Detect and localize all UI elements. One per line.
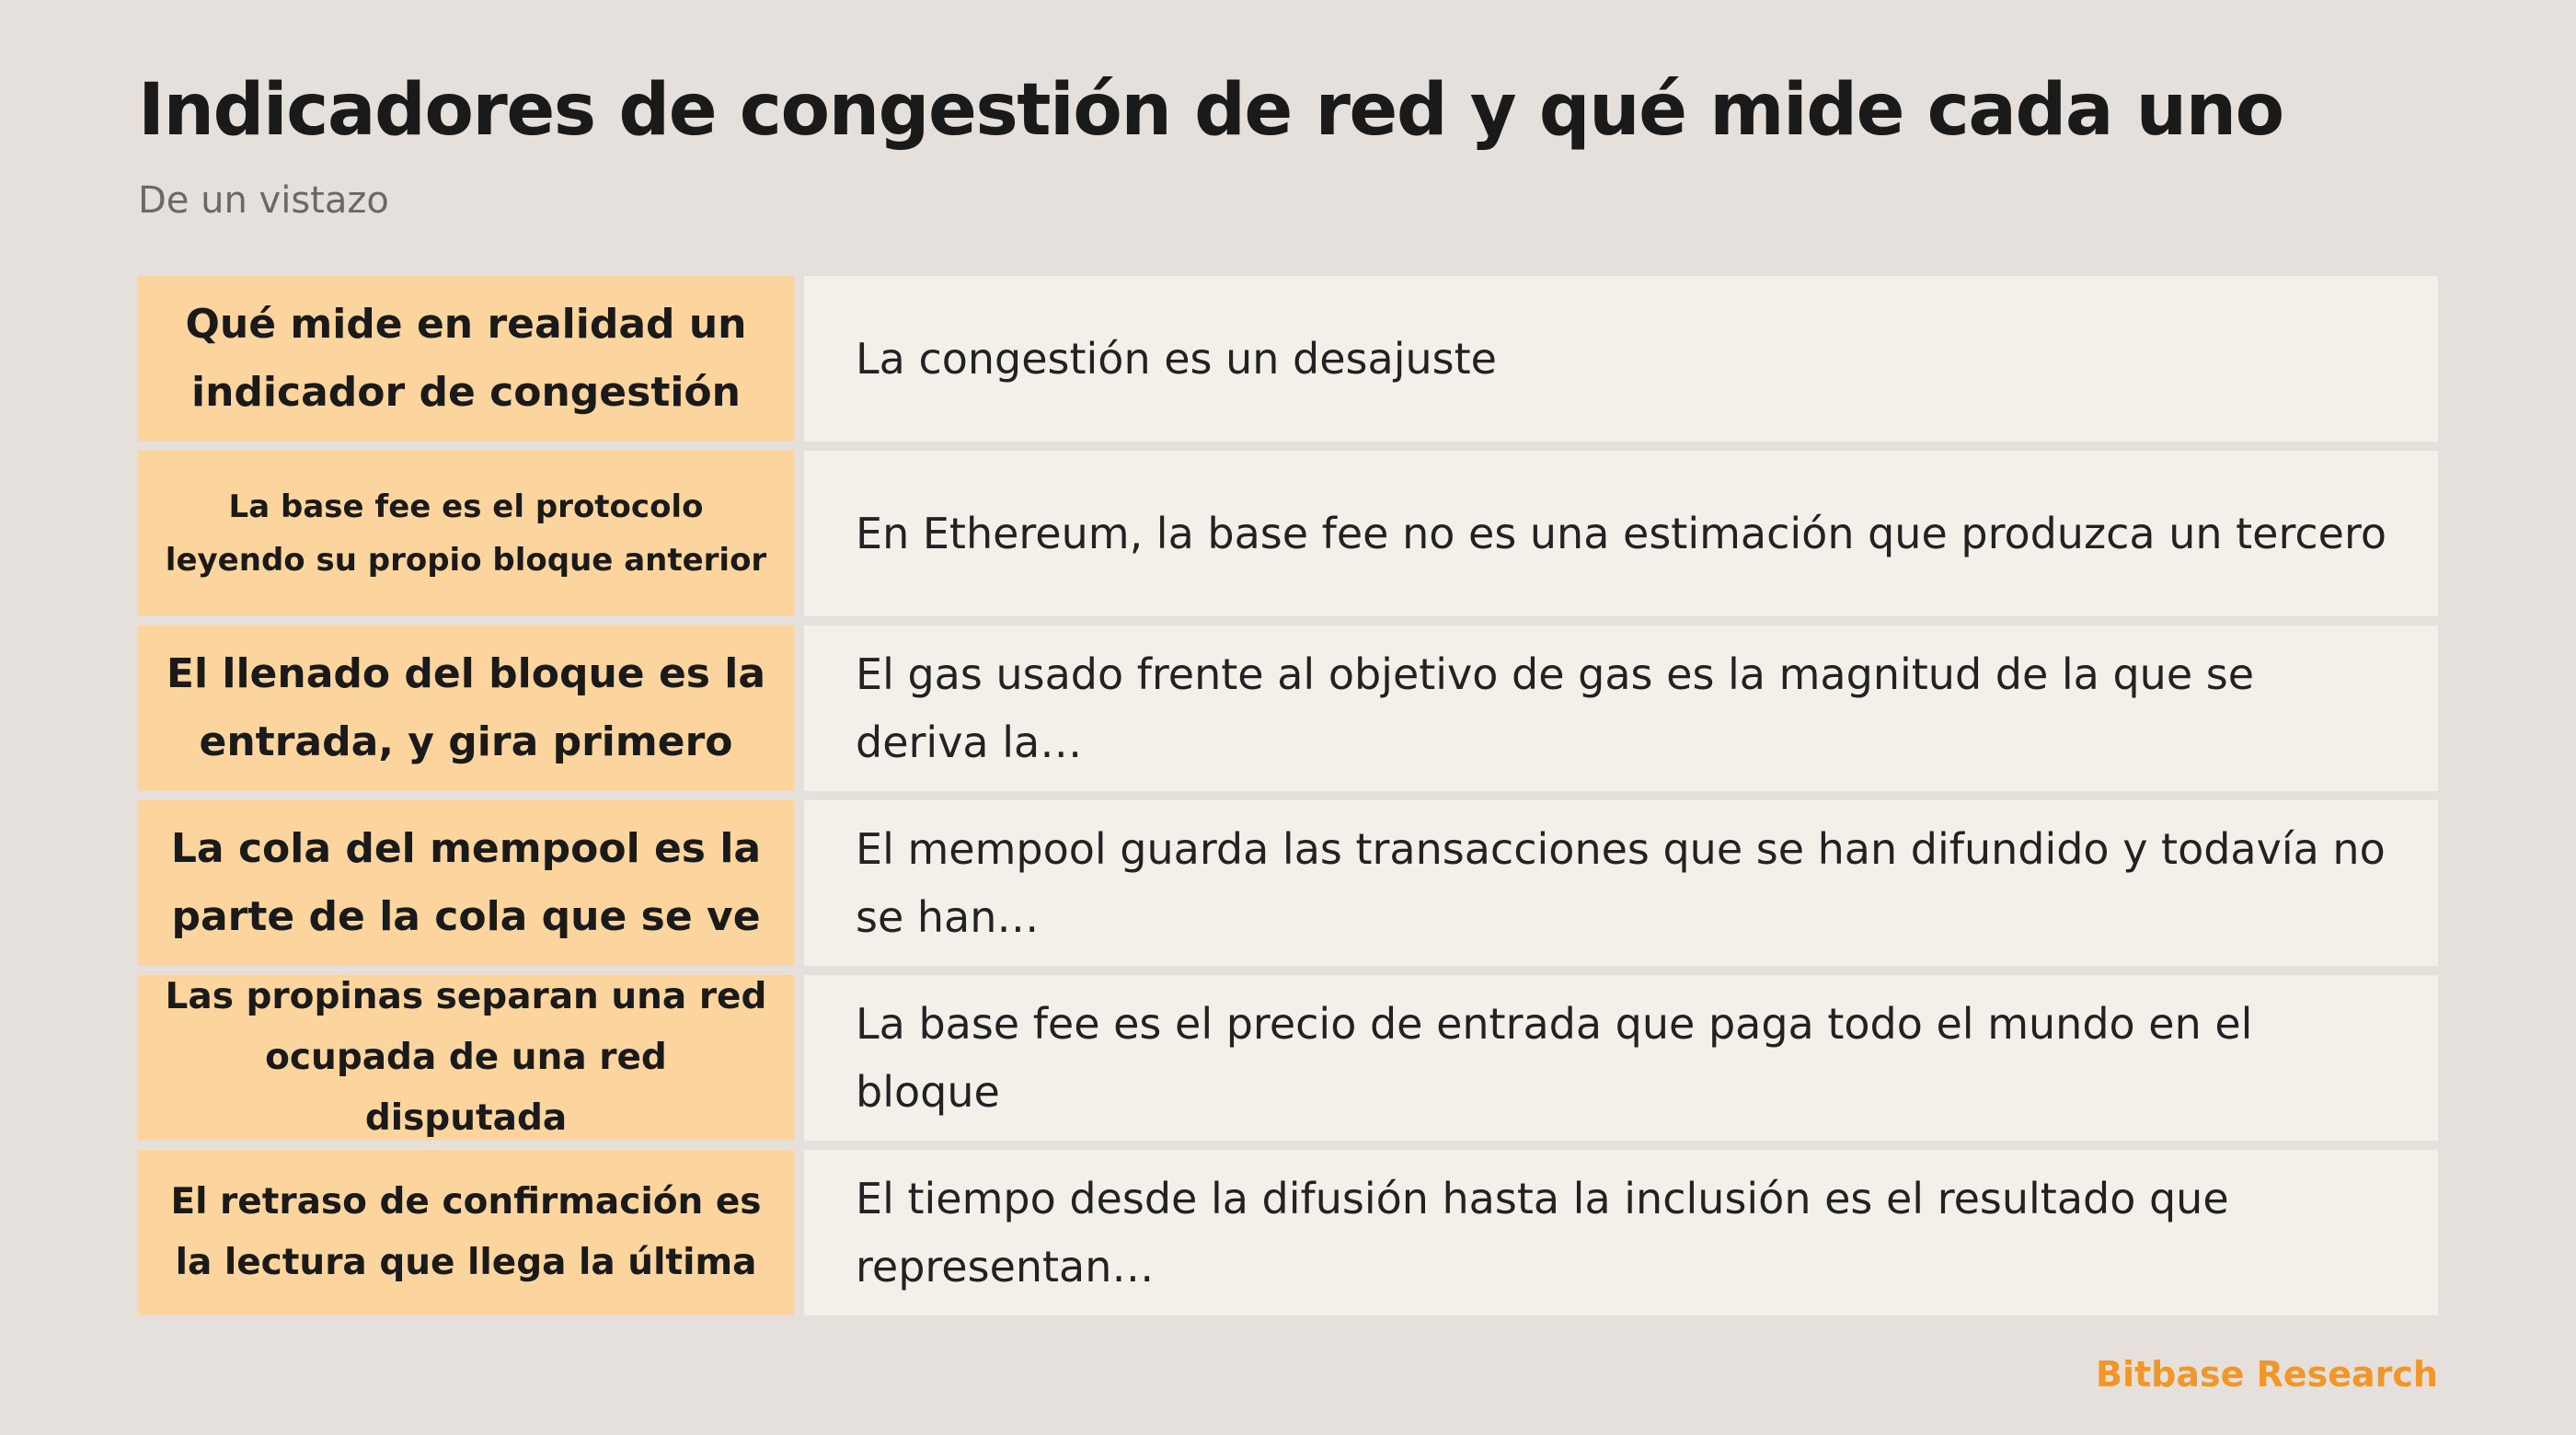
row-label: Las propinas separan una red ocupada de una red disputada <box>138 975 794 1141</box>
row-description: El tiempo desde la difusión hasta la inclusión es el resultado que representan… <box>804 1150 2438 1315</box>
table-row <box>138 975 2438 1141</box>
row-description: La base fee es el precio de entrada que paga todo el mundo en el bloque <box>804 975 2438 1141</box>
row-label: La cola del mempool es la parte de la cola que se ve <box>138 800 794 966</box>
row-label: La base fee es el protocolo leyendo su propio bloque anterior <box>138 451 794 616</box>
row-description: El mempool guarda las transacciones que se han difundido y todavía no se han… <box>804 800 2438 966</box>
page-subtitle: De un vistazo <box>138 179 389 222</box>
table-row <box>138 451 2438 616</box>
table-row <box>138 1150 2438 1315</box>
row-label: El retraso de confirmación es la lectura que llega la última <box>138 1150 794 1315</box>
page-title: Indicadores de congestión de red y qué mide cada uno <box>138 69 2283 152</box>
row-description: El gas usado frente al objetivo de gas es la magnitud de la que se deriva la… <box>804 626 2438 791</box>
row-label: El llenado del bloque es la entrada, y gira primero <box>138 626 794 791</box>
table-row <box>138 626 2438 791</box>
brand-footer: Bitbase Research <box>2095 1354 2438 1395</box>
indicator-table <box>138 276 2438 1315</box>
row-description: En Ethereum, la base fee no es una estimación que produzca un tercero <box>804 451 2438 616</box>
row-label: Qué mide en realidad un indicador de congestión <box>138 276 794 442</box>
table-row <box>138 276 2438 442</box>
table-row <box>138 800 2438 966</box>
row-description: La congestión es un desajuste <box>804 276 2438 442</box>
